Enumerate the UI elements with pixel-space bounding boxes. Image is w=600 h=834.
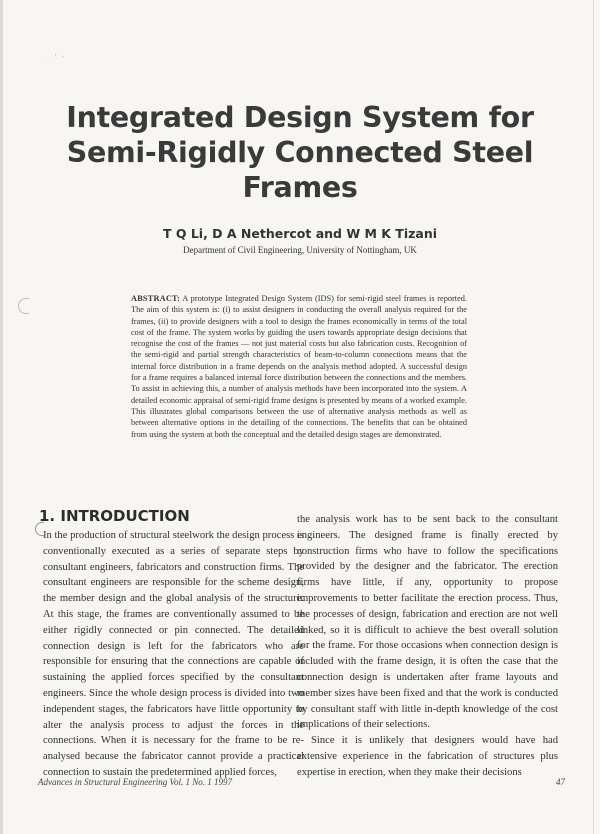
paper-title: Integrated Design System for Semi-Rigidly Connected Steel Frames <box>66 101 534 204</box>
punch-hole-mark <box>18 298 29 314</box>
abstract-text: A prototype Integrated Design System (IDS) for semi-rigid steel frames is reported. The aim of this system is: (i) to assist designers in conducting the overall analysis required for the frames, (ii) to provide designers with a tool to design the frames economically in terms of the total cost of the frame. The system works by guiding the users towards appropriate design decisions that recognise the cost of the frames — not just material costs but also fabrication costs. Recognition of the semi-rigid and partial strength characteristics of beam-to-column connections means that the internal force distribution in a frame depends on the analysis method adopted. A successful design for a frame requires a balanced internal force distribution between the connections and the members. To assist in achieving this, a number of analysis methods have been incorporated into the system. A detailed economic appraisal of semi-rigid frame designs is presented by means of a worked example. This illustrates global comparisons between the use of alternative analysis methods as well as between alternative options in the detailing of the connections. The benefits that can be obtained from using the system at both the conceptual and the detailed design stages are demonstrated. <box>131 294 467 439</box>
page-edge-shadow <box>0 0 3 834</box>
body-paragraph: In the production of structural steelwork the design process is conventionally executed as a series of separate steps by consultant engineers, fabricators and construction firms. The consultant engineers are responsible for the scheme design, the member design and the global analysis of the structure. At this stage, the frames are conventionally assumed to be either rigidly connected or pin connected. The detailed connection design is left for the fabricators who are responsible for ensuring that the connections are capable of sustaining the applied forces specified by the consultant engineers. Since the whole design process is divided into two independent stages, the fabricators have little opportunity to alter the analysis process to adjust the forces in the connections. When it is necessary for the frame to be re-analysed because the fabricator cannot provide a practical connection to sustain the predetermined applied forces, <box>43 530 304 778</box>
body-paragraph: Since it is unlikely that designers would have had extensive experience in the fabrication of structures plus expertise in erection, when they make their decisions <box>297 735 558 778</box>
paper-authors: T Q Li, D A Nethercot and W M K Tizani <box>162 226 438 241</box>
abstract <box>131 293 467 440</box>
left-column <box>43 528 304 781</box>
page-number: 47 <box>556 777 565 787</box>
paper-affiliation: Department of Civil Engineering, University of Nottingham, UK <box>183 245 417 255</box>
footer-journal: Advances in Structural Engineering Vol. 1 No. 1 1997 <box>38 777 232 787</box>
body-paragraph: the analysis work has to be sent back to the consultant engineers. The designed frame is finally erected by construction firms who have to follow the specifications provided by the designer and the fabricator. The erection firms have little, if any, opportunity to propose improvements to better facilitate the erection process. Thus, the processes of design, fabrication and erection are not well linked, so it is difficult to achieve the best overall solution for the frame. For those occasions when connection design is included with the frame design, it is often the case that the connection design is undertaken after frame layouts and member sizes have been fixed and that the work is conducted by consultant staff with little in-depth knowledge of the cost implications of their selections. <box>297 514 558 731</box>
right-column <box>297 512 558 781</box>
section-heading: 1. INTRODUCTION <box>39 507 190 525</box>
page-edge-line <box>593 0 594 834</box>
abstract-label: ABSTRACT: <box>131 294 181 303</box>
scan-specks: ·'· <box>47 54 71 60</box>
